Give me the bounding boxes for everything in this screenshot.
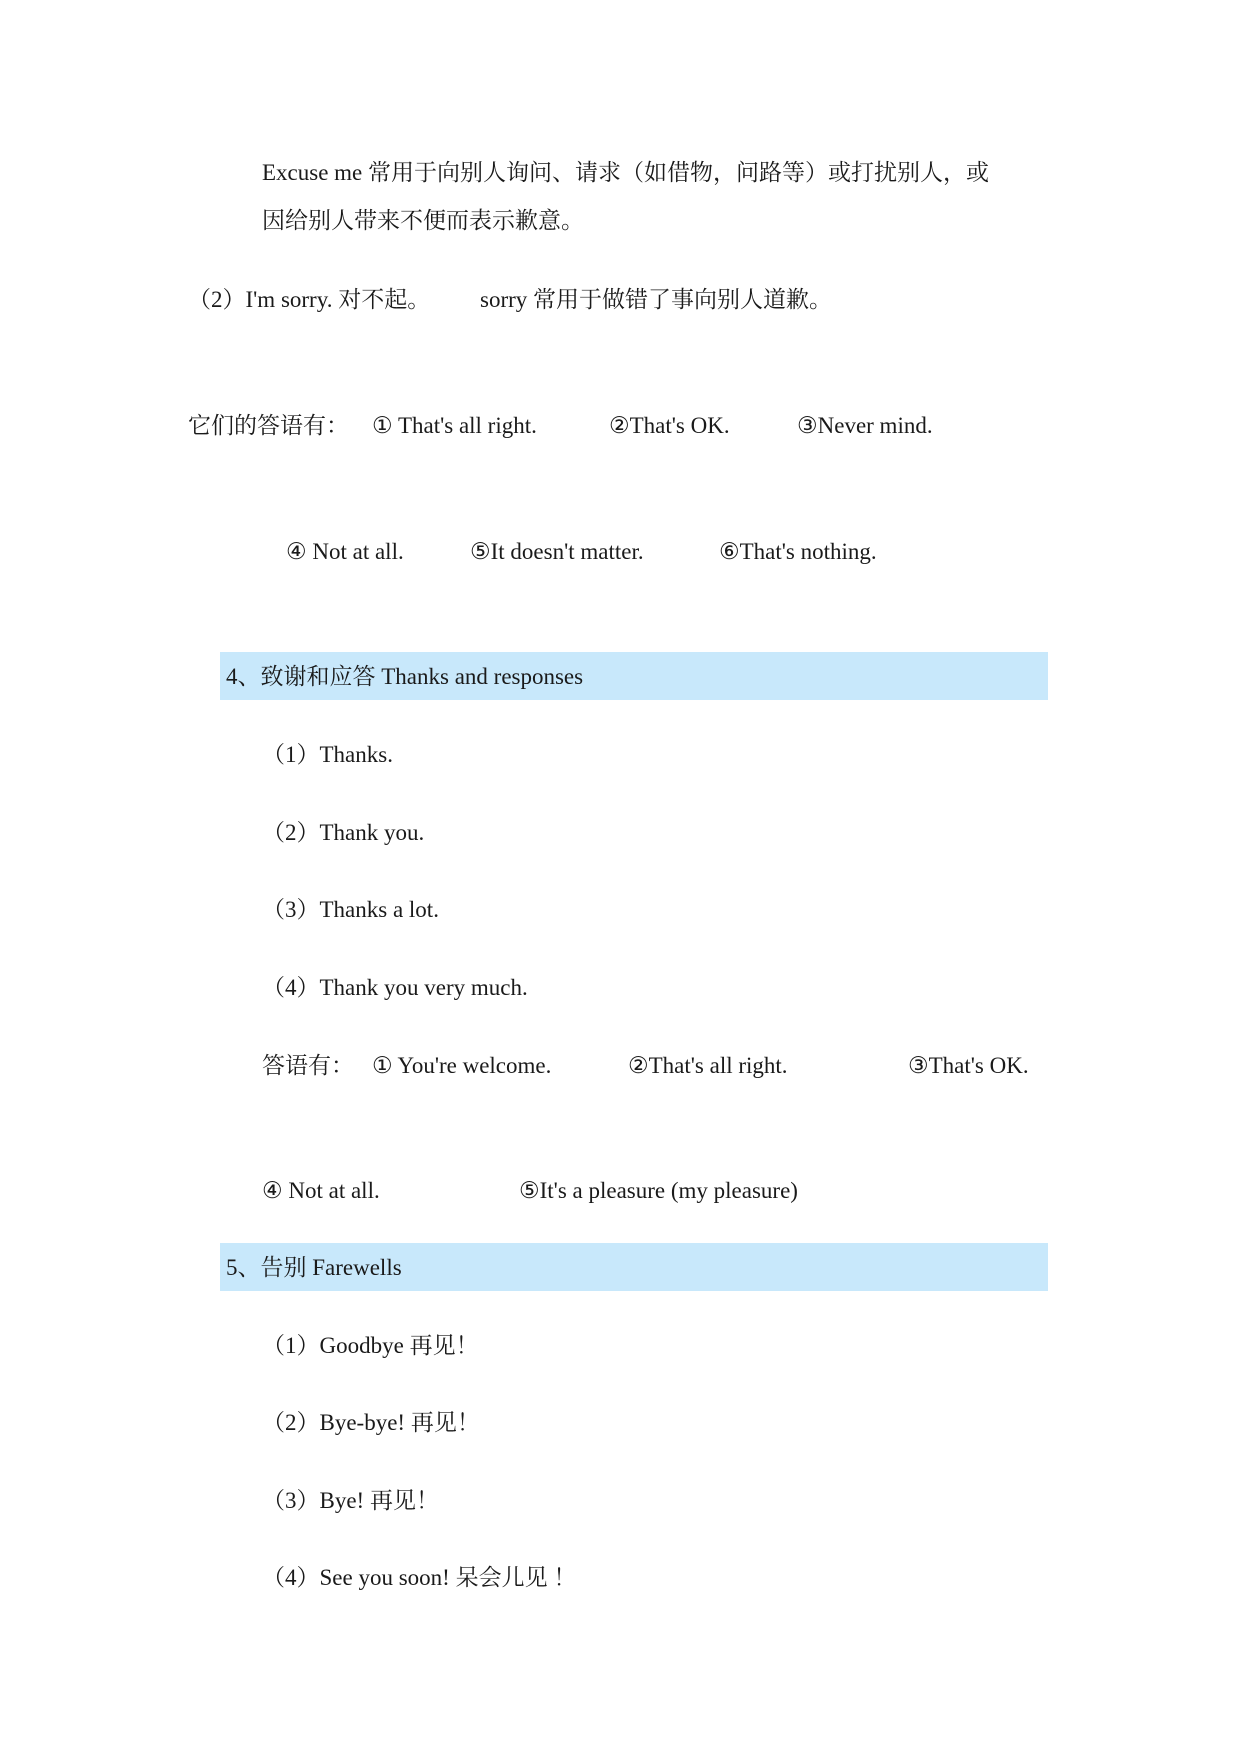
apology-responses-lead: 它们的答语有：: [188, 413, 349, 438]
section-5-item-3: （3）Bye! 再见！: [262, 1488, 439, 1513]
section-4-item-2: （2）Thank you.: [262, 820, 425, 845]
section-4-response-5: ⑤It's a pleasure (my pleasure): [519, 1178, 798, 1203]
section-4-responses-lead: 答语有：: [262, 1053, 354, 1078]
apology-item-2: [188, 285, 888, 315]
apology-response-3: ③Never mind.: [797, 413, 933, 438]
section-4-heading: 4、致谢和应答 Thanks and responses: [226, 664, 584, 689]
intro-line-2: 因给别人带来不便而表示歉意。: [262, 208, 584, 233]
section-4-response-3: ③That's OK.: [908, 1053, 1029, 1078]
section-4-item-4: （4）Thank you very much.: [262, 975, 528, 1000]
section-4-responses-row-2: [262, 1176, 962, 1206]
section-4-responses-row-1: [262, 1051, 1052, 1081]
apology-item-2-note: sorry 常用于做错了事向别人道歉。: [480, 287, 833, 312]
apology-response-5: ⑤It doesn't matter.: [470, 539, 644, 564]
apology-response-2: ②That's OK.: [609, 413, 730, 438]
apology-responses-row-2: [286, 537, 986, 567]
section-5-heading: 5、告别 Farewells: [226, 1255, 402, 1280]
section-5-item-4: （4）See you soon! 呆会儿见 ！: [262, 1565, 577, 1590]
section-5-item-2: （2）Bye-bye! 再见！: [262, 1410, 480, 1435]
intro-line-1: Excuse me 常用于向别人询问、请求（如借物，问路等）或打扰别人，或: [262, 160, 990, 185]
section-4-item-3: （3）Thanks a lot.: [262, 897, 439, 922]
section-5-item-1: （1）Goodbye 再见！: [262, 1333, 479, 1358]
section-4-response-2: ②That's all right.: [628, 1053, 788, 1078]
apology-response-1: ① That's all right.: [372, 413, 537, 438]
apology-responses-row-1: [188, 411, 988, 441]
section-4-response-1: ① You're welcome.: [372, 1053, 552, 1078]
section-4-item-1: （1）Thanks.: [262, 742, 393, 767]
apology-response-6: ⑥That's nothing.: [719, 539, 877, 564]
apology-item-2-label: （2）I'm sorry. 对不起。: [188, 287, 431, 312]
apology-response-4: ④ Not at all.: [286, 539, 404, 564]
section-4-response-4: ④ Not at all.: [262, 1178, 380, 1203]
